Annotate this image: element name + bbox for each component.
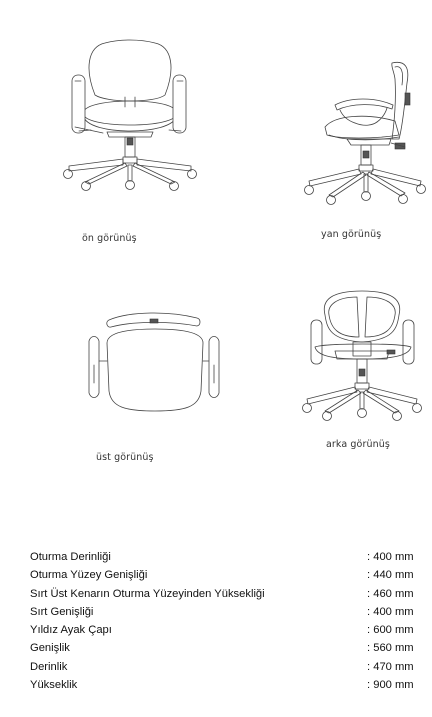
spec-row: [30, 566, 422, 584]
side-view-caption: yan görünüş: [321, 229, 382, 240]
spec-value: : 600 mm: [367, 624, 414, 637]
spec-row: [30, 621, 422, 639]
back-view-chair-illustration: [295, 285, 430, 425]
spec-label: Oturma Derinliği: [30, 551, 111, 563]
front-view-drawing: [55, 35, 205, 195]
spec-value: : 470 mm: [367, 660, 414, 673]
spec-label: Yükseklik: [30, 679, 78, 692]
spec-row: [30, 658, 422, 676]
back-view-caption: arka görünüş: [326, 439, 390, 450]
front-view-caption: ön görünüş: [82, 233, 137, 244]
back-view-drawing: [295, 285, 430, 425]
spec-row: [30, 585, 422, 603]
spec-label: Sırt Genişliği: [30, 605, 94, 618]
spec-value: : 560 mm: [367, 642, 414, 655]
spec-row: [30, 603, 422, 621]
spec-row: [30, 676, 422, 694]
spec-value: : 400 mm: [367, 605, 414, 618]
spec-value: : 460 mm: [367, 587, 414, 600]
spec-label: Yıldız Ayak Çapı: [30, 624, 112, 637]
top-view-chair-illustration: [85, 305, 225, 420]
spec-label: Sırt Üst Kenarın Oturma Yüzeyinden Yüksekliği: [30, 587, 265, 600]
spec-label: Genişlik: [30, 642, 70, 655]
spec-value: : 440 mm: [367, 569, 414, 582]
side-view-drawing: [295, 55, 430, 210]
front-view-chair-illustration: [55, 35, 205, 195]
side-view-chair-illustration: [295, 55, 430, 210]
spec-value: : 900 mm: [367, 679, 414, 692]
spec-row: [30, 548, 422, 566]
spec-label: Oturma Yüzey Genişliği: [30, 569, 148, 582]
spec-label: Derinlik: [30, 660, 68, 673]
specifications-list: [30, 548, 422, 694]
top-view-caption: üst görünüş: [96, 452, 154, 463]
spec-value: : 400 mm: [367, 551, 414, 563]
spec-row: [30, 639, 422, 657]
top-view-drawing: [85, 305, 225, 420]
